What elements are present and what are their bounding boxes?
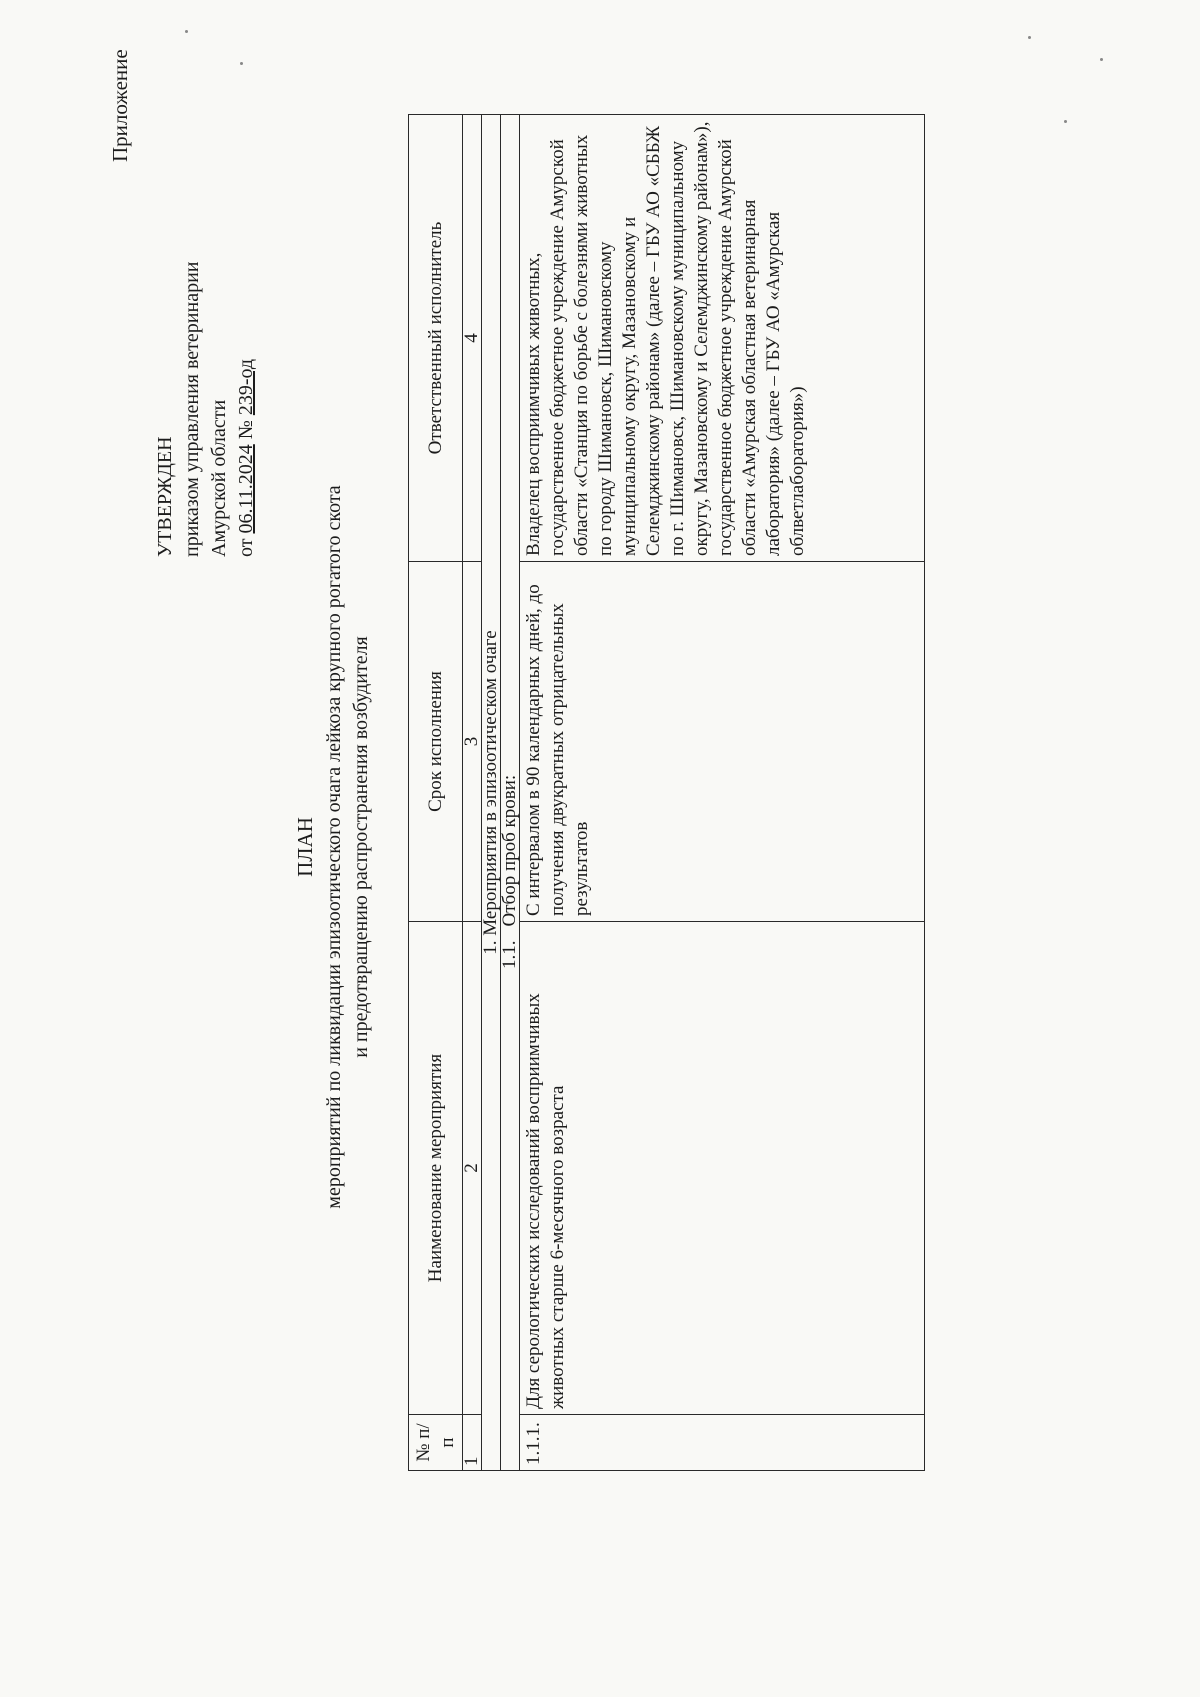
row-number: 1.1.1. — [520, 1415, 925, 1471]
plan-heading: ПЛАН — [293, 817, 317, 877]
section-row — [482, 115, 501, 1471]
appendix-label: Приложение — [108, 49, 132, 162]
row-deadline: С интервалом в 90 календарных дней, до получения двукратных отрицательных результатов — [520, 562, 925, 922]
scan-speck — [185, 30, 188, 33]
subsection-number: 1.1. — [499, 940, 520, 969]
column-number-4: 4 — [463, 115, 482, 562]
column-number-2: 2 — [463, 922, 482, 1415]
subsection-cell — [501, 115, 520, 1471]
approval-stamp — [152, 262, 260, 558]
scan-speck — [1064, 120, 1067, 123]
subsection-row — [501, 115, 520, 1471]
subsection-label — [501, 775, 519, 969]
header-number: № п/п — [409, 1415, 463, 1471]
subsection-title: Отбор проб крови: — [499, 774, 520, 927]
row-activity: Для серологических исследований восприимчивых животных старше 6-месячного возраста — [520, 922, 925, 1415]
document-title — [292, 157, 375, 1537]
approval-line-1: УТВЕРЖДЕН — [154, 436, 176, 557]
approval-line-3: Амурской области — [208, 399, 230, 557]
column-number-3: 3 — [463, 562, 482, 922]
plan-subtitle-line-2: и предотвращению распространения возбудителя — [350, 636, 372, 1058]
column-number-row — [463, 115, 482, 1471]
table-row — [520, 115, 925, 1471]
scan-speck — [240, 62, 243, 65]
section-title: 1. Мероприятия в эпизоотическом очаге — [482, 115, 501, 1471]
table-header-row — [409, 115, 463, 1471]
approval-line-2: приказом управления ветеринарии — [181, 261, 203, 557]
scan-speck — [1028, 36, 1031, 39]
approval-date-prefix: от — [235, 538, 257, 557]
column-number-1: 1 — [463, 1415, 482, 1471]
header-activity: Наименование мероприятия — [409, 922, 463, 1415]
approval-date: 06.11.2024 — [235, 444, 257, 534]
approval-line-4 — [233, 262, 260, 558]
approval-number-sign: № — [235, 420, 257, 440]
row-responsible: Владелец восприимчивых животных, государственное бюджетное учреждение Амурской области «Станция по борьбе с болезнями животных по городу Шимановск, Шимановскому муниципальному округу, Мазановскому и Селемджинскому районам» (далее – ГБУ АО «СББЖ по г. Шимановск, Шимановскому муниципальному округу, Мазановскому и Селемджинскому районам»), государственное бюджетное учреждение Амурской области «Амурская областная ветеринарная лаборатория» (далее – ГБУ АО «Амурская облветлаборатория») — [520, 115, 925, 562]
approval-number: 239-од — [235, 358, 257, 416]
header-deadline: Срок исполнения — [409, 562, 463, 922]
scan-speck — [1100, 58, 1103, 61]
header-responsible: Ответственный исполнитель — [409, 115, 463, 562]
plan-subtitle-line-1: мероприятий по ликвидации эпизоотического очага лейкоза крупного рогатого скота — [323, 485, 345, 1209]
plan-table — [408, 114, 925, 1471]
